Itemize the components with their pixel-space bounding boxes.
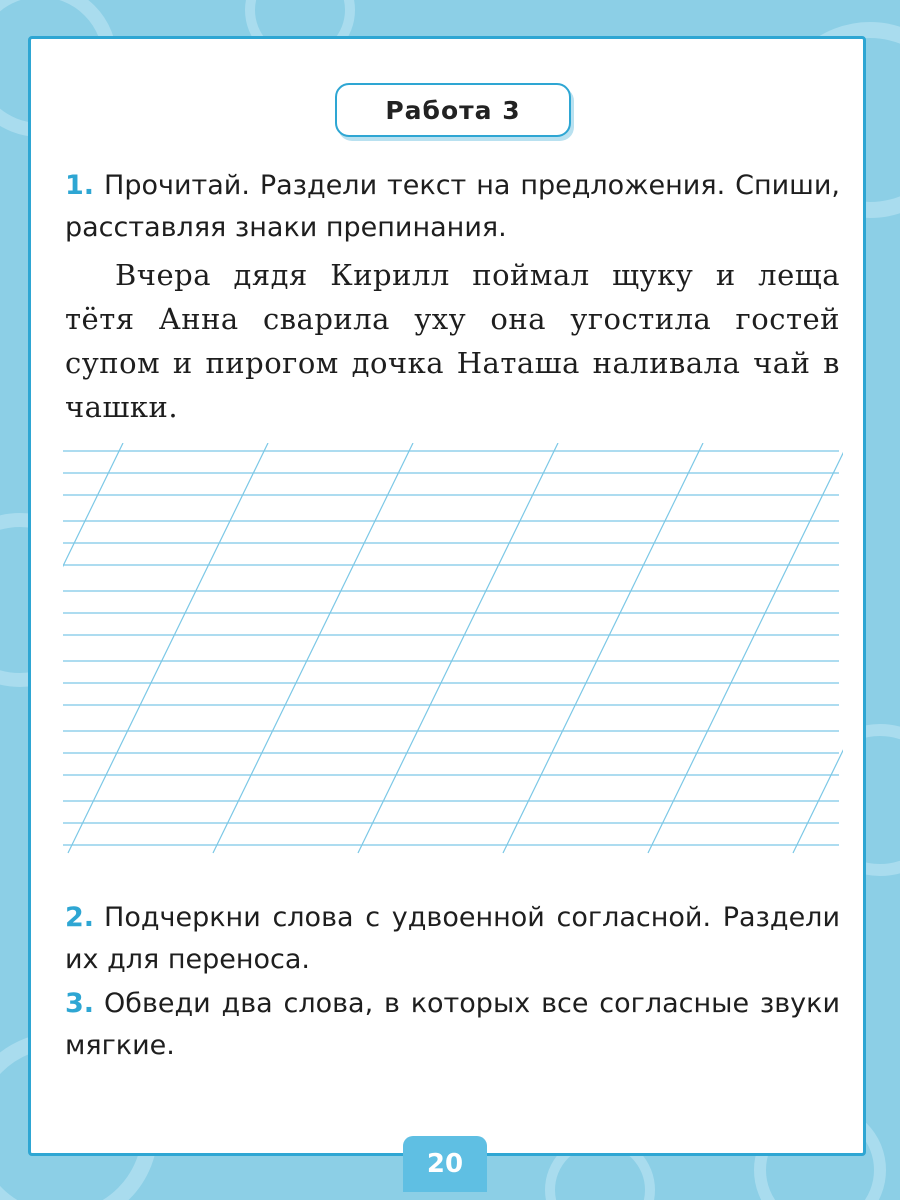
task-3-instruction: Обведи два слова, в которых все согласные звуки мягкие. (65, 988, 840, 1061)
worksheet-page (28, 36, 866, 1156)
task-2-number: 2. (65, 902, 95, 933)
task-2-instruction: Подчеркни слова с удвоенной согласной. Раздели их для переноса. (65, 902, 840, 975)
slant-guide-line (503, 443, 703, 853)
reading-text (65, 253, 840, 429)
task-3 (65, 983, 840, 1067)
task-1-instruction: Прочитай. Раздели текст на предложения. Спиши, расставляя знаки препинания. (65, 170, 840, 243)
writing-lines (63, 443, 843, 863)
slant-guide-line (213, 443, 413, 853)
slant-guide-line (63, 443, 123, 853)
task-1 (65, 165, 840, 249)
task-3-number: 3. (65, 988, 95, 1019)
page-number: 20 (403, 1136, 487, 1192)
slant-guide-line (358, 443, 558, 853)
reading-paragraph: Вчера дядя Кирилл поймал щуку и леща тётя Анна сварила уху она угостила гостей супом и пирогом дочка Наташа наливала чай в чашки. (65, 258, 840, 424)
slant-guide-line (68, 443, 268, 853)
slant-guide-line (648, 443, 843, 853)
task-2 (65, 897, 840, 981)
page-title: Работа 3 (335, 83, 571, 137)
task-1-number: 1. (65, 170, 95, 201)
